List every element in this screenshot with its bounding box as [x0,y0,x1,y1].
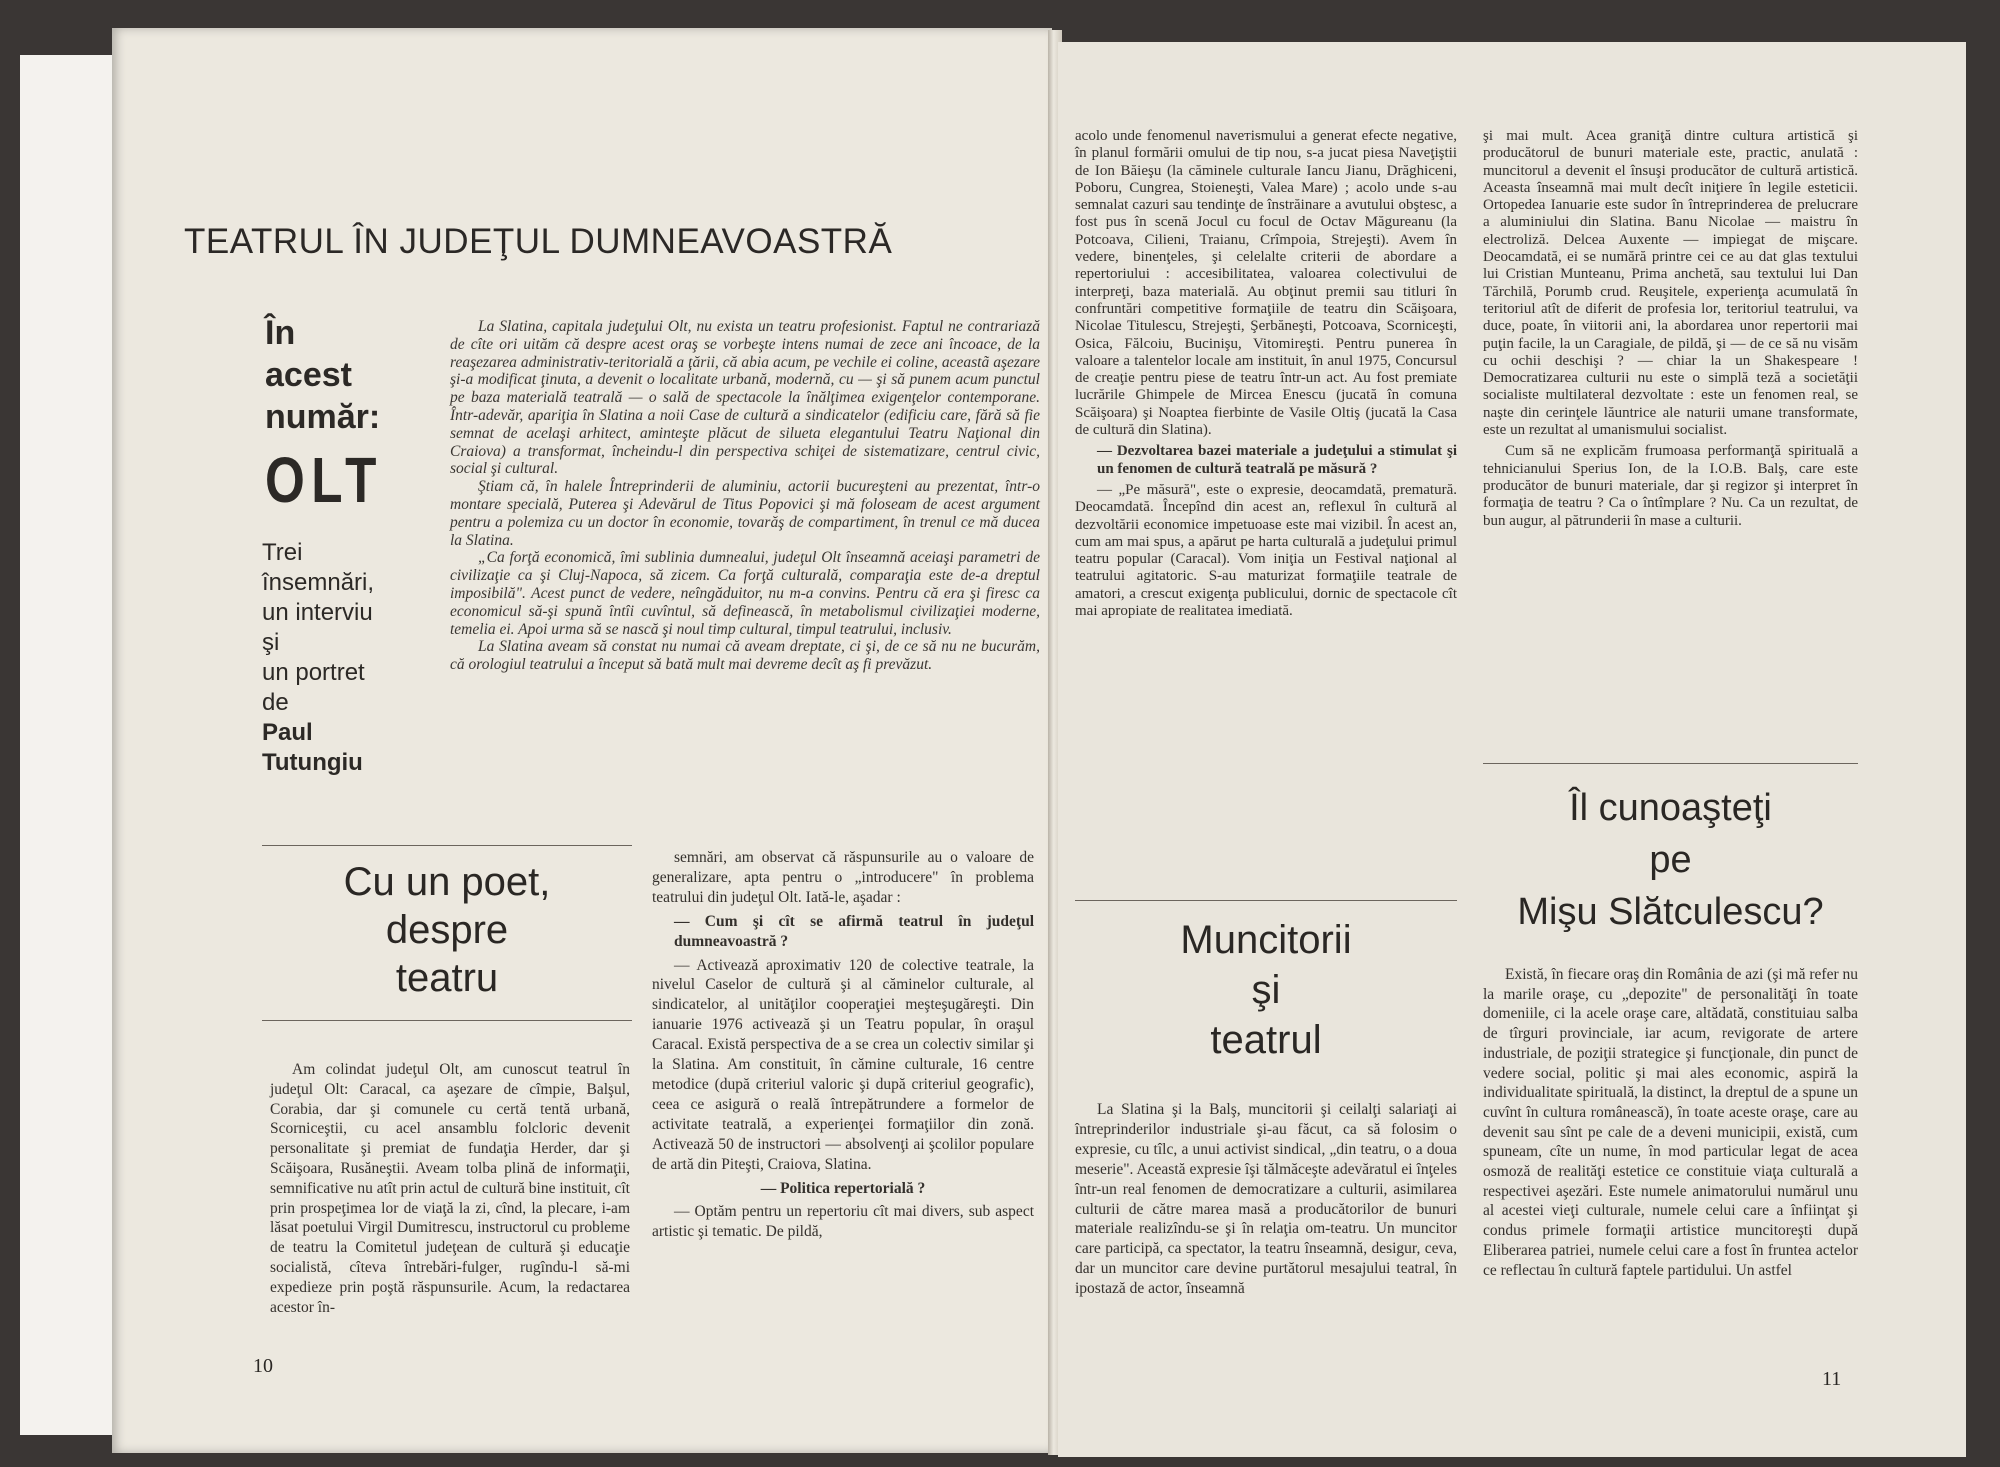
column-paragraph: La Slatina şi la Balş, muncitorii şi ceilalţi salariaţi ai întreprinderilor industriale şi-au făcut, ca să folosim o expresie, cu tîlc, a unui activist sindical, „din teatru, o a doua meserie". Această expresie îşi tălmăceşte adevăratul ei înţeles într-un real fenomen de democratizare a culturii, asimilarea culturii de către marea masă a producătorilor de bunuri materiale realizîndu-se şi în relaţia om-teatru. Un muncitor care participă, ca spectator, la teatru înseamnă, desigur, ceva, dar un muncitor care devine purtătorul mesajului teatral, în ipostază de actor, înseamnă [1075,1101,1457,1298]
page-title: TEATRUL ÎN JUDEŢUL DUMNEAVOASTRĂ [184,222,893,261]
divider [262,1020,632,1021]
contents-line4: şi [262,629,280,656]
county-name: OLT [265,444,383,516]
interview-question: — Cum şi cît se afirmă teatrul în judeţul dumneavoastră ? [674,912,1034,950]
issue-contents [262,538,432,778]
intro-paragraph: Ştiam că, în halele Întreprinderii de aluminiu, actorii bucureşteni au prezentat, într-o montare specială, Puterea şi Adevărul de Titus Popovici şi mă foloseam de acest argument pentru a polemiza cu un doctor în economie, tovarăş de compartiment, în trenul ce mă ducea la Slatina. [450,478,1040,549]
column-3b [1075,1100,1457,1303]
column-4 [1483,128,1858,534]
misu-title-line3: Mişu Slătculescu? [1517,891,1824,933]
misu-title-line2: pe [1649,839,1692,881]
misu-title-line1: Îl cunoaşteţi [1569,787,1772,829]
contents-line1: Trei [262,539,303,566]
author-last-name: Tutungiu [262,749,363,776]
interview-answer: — „Pe măsură", este o expresie, deocamdată, prematură. Deocamdată. Începînd din acest an, reflexul în cultură al dezvoltării economice impetuoase este mai vizibil. În acest an, cum am mai spus, a apărut pe harta culturală a judeţului primul teatru popular (Caracal). Vom iniţia un Festival naţional al teatrului agitatoric. S-au maturizat formaţiile teatrale de amatori, a crescut exigenţa publicului, dornic de spectacole cît mai apropiate de realitatea imediată. [1075,481,1457,620]
interview-answer: — Activează aproximativ 120 de colective teatrale, la nivelul Caselor de cultură şi al căminelor culturale, al sindicatelor, al unităţilor cooperaţiei meşteşugăreşti. Din ianuarie 1976 activează şi un Teatru popular, în oraşul Caracal. Există perspectiva de a se crea un colectiv similar şi la Slatina. Am constituit, în cămine culturale, 16 centre metodice (după criteriul valoric şi după criteriul geografic), ceea ce asigură o reală întrepătrundere a formelor de activitate teatrală, a experienţei formaţiilor din zonă. Activează 50 de instructori — absolvenţi ai şcolilor populare de artă din Piteşti, Craiova, Slatina. [652,956,1034,1173]
interview-answer: — Optăm pentru un repertoriu cît mai divers, sub aspect artistic şi tematic. De pildă, [652,1203,1034,1241]
issue-heading-line1: În [265,314,296,352]
intro-text [450,318,1040,674]
column-paragraph: şi mai mult. Acea graniţă dintre cultura artistică şi producătorul de bunuri materiale este, practic, anulată : muncitorul a devenit el însuşi producător de cultură artistică. Aceasta înseamnă mai mult decît iniţiere în legile esteticii. Ortopedea Ianuarie este sudor în întreprinderea de prelucrare a aluminiului din Slatina. Banu Nicolae — maistru în electroliză. Delcea Auxente — impiegat de mişcare. Deocamdată, ei se numără printre cei ce au dat glas textului lui Cristian Munteanu, Prima anchetă, sau textului lui Dan Tărchilă, Porumb crud. Reuşitele, experienţa acumulată în teritoriul atît de diferit de profesia lor, teritoriul teatrului, va duce, poate, în viitorii ani, la abordarea unor repertorii mai puţin facile, la un Caragiale, de pildă, şi — de ce să nu visăm cu ochii deschişi ? — chiar la un Shakespeare ! Democratizarea culturii nu este o simplă teză a societăţii socialiste multilateral dezvoltate : este un fenomen real, se naşte din cerinţele lăuntrice ale naturii umane transformate, este un rezultat al umanismului socialist. [1483,128,1858,439]
page-number-left: 10 [253,1355,273,1377]
issue-heading [265,312,425,522]
interview-question: — Politica repertorială ? [760,1179,926,1197]
column-4b [1483,965,1858,1284]
author-first-name: Paul [262,719,313,746]
page-number-right: 11 [1822,1368,1842,1390]
column-paragraph: Am colindat judeţul Olt, am cunoscut teatrul în judeţul Olt: Caracal, ca aşezare de cîmpie, Balşul, Corabia, dar şi comunele cu certă tentă urbană, Scorniceştii, cu acel ansamblu folcloric devenit personalitate şi premiat de fundaţia Herder, dar şi Scăişoara, Rusăneştii. Aveam tolba plină de informaţii, semnificative nu atît prin actul de cultură bine instituit, cît prin prospeţimea lor de viaţă la zi, cînd, la plecare, i-am lăsat poetului Virgil Dumitrescu, instructorul cu probleme de teatru la Comitetul judeţean de cultură şi educaţie socialistă, cîteva întrebări-fulger, rugîndu-l să-mi expedieze prin poştă răspunsurile. Acum, la redactarea acestor în- [270,1061,630,1316]
column-paragraph: Cum să ne explicăm frumoasa performanţă spirituală a tehnicianului Sperius Ion, de la I.O.B. Balş, care este producător de bunuri materiale, dar şi regizor şi interpret în formaţia de teatru ? Ca o întîmplare ? Nu. Ca un rezultat, de bun augur, al pătrunderii în mase a culturii. [1483,443,1858,529]
column-2 [652,848,1034,1246]
contents-line6: de [262,689,289,716]
intro-paragraph: „Ca forţă economică, îmi sublinia dumnealui, judeţul Olt înseamnă aceiaşi parametri de civilizaţie ca şi Cluj-Napoca, să zicem. Ca forţă culturală, comparaţia este de-a dreptul imposibilă". Acest punct de vedere, neîngăduitor, nu m-a convins. Pentru că era şi firesc ca economicul să-şi spună întîi cuvîntul, să definească, în metabolismul civilizaţiei moderne, temelia ei. Apoi urma să se nască şi noul timp cultural, timpul teatrului, inclusiv. [450,549,1040,638]
interview-question: — Dezvoltarea bazei materiale a judeţului a stimulat şi un fenomen de cultură teatrală pe măsură ? [1097,443,1457,477]
muncitorii-title-line2: şi [1251,968,1281,1012]
poet-title-line1: Cu un poet, [343,860,551,904]
column-1 [270,1060,630,1321]
misu-section-title [1483,782,1858,938]
poet-title-line3: teatru [395,956,499,1000]
intro-paragraph: La Slatina, capitala judeţului Olt, nu exista un teatru profesionist. Faptul ne contrariază de cîte ori uităm că despre acest oraş se vorbeşte intens numai de zece ani încoace, de la reaşezarea administrativ-teritorială a ţării, că abia acum, pe vechile ei coline, aceastã aşezare şi-a modificat ţinuta, a devenit o localitate urbană, modernă, cu — şi să punem acum punctul pe baza materială teatrală — o sală de spectacole la înălţimea exigenţelor contemporane. Într-adevăr, apariţia în Slatina a noii Case de cultură a sindicatelor (edificiu care, fără să fie semnat de acelaşi arhitect, aminteşte plăcut de silueta elegantului Teatru Naţional din Craiova) a transformat, încheindu-l din perspectiva schiţei de sistematizare, centrul civic, social şi cultural. [450,318,1040,478]
issue-heading-line3: număr: [265,398,381,436]
muncitorii-title-line1: Muncitorii [1180,918,1352,962]
column-paragraph: semnări, am observat că răspunsurile au o valoare de generalizare, apta pentru o „introducere" în problema teatrului din judeţul Olt. Iată-le, aşadar : [652,849,1034,906]
contents-line3: un interviu [262,599,373,626]
issue-heading-line2: acest [265,356,352,394]
poet-title-line2: despre [385,908,509,952]
poet-section-title [262,858,632,1002]
divider [262,845,632,846]
column-paragraph: Există, în fiecare oraş din România de azi (şi mă refer nu la marile oraşe, cu „depozite" de personalităţi în toate domeniile, ci la acele oraşe care, altădată, constituiau salba de tîrguri provinciale, iar acum, revigorate de artere industriale, de poziţii strategice şi funcţionale, din punct de vedere social, politic şi mai ales economic, aspiră la individualitate spirituală, la distinct, la dreptul de a spune un cuvînt în cultura românească), în toate aceste oraşe, care au devenit sau sînt pe cale de a deveni municipii, există, cum spuneam, cîte un nume, în mod particular legat de acea osmoză de realităţi estetice ce constituie viaţa culturală a respectivei aşezări. Este numele animatorului numărul unu al acestei vieţi culturale, numele celui care a înfiinţat şi condus primele formaţii artistice muncitoreşti după Eliberarea patriei, numele celui care a fost în fruntea actelor ce reflectau în cultură faptele partidului. Un astfel [1483,966,1858,1279]
contents-line5: un portret [262,659,365,686]
divider [1483,763,1858,764]
divider [1075,900,1457,901]
muncitorii-section-title [1075,915,1457,1065]
muncitorii-title-line3: teatrul [1210,1018,1322,1062]
interview-answer: acolo unde fenomenul naveтismului a generat efecte negative, în planul formării omului de tip nou, s-a jucat piesa Naveţiştii de Ion Băieşu (la căminele culturale Iancu Jianu, Drăghiceni, Poboru, Cungrea, Stoieneşti, Valea Mare) ; acolo unde s-au semnalat cazuri sau tendinţe de înstrăinare a avutului obştesc, a fost pus în scenă Jocul cu focul de Octav Măgureanu (la Potcoava, Cilieni, Traianu, Crîmpoia, Strejeşti). Avem în vedere, binenţeles, şi celelalte criterii de abordare a repertoriului : accesibilitatea, valoarea colectivului de interpreţi, baza materială. Au obţinut premii sau titluri în confruntări competitive formaţiile de teatru din Scăişoara, Nicolae Titulescu, Strejeşti, Şerbăneşti, Potcoava, Scorniceşti, Osica, Fălcoiu, Bucinişu, Vitomireşti. Pentru punerea în valoare a talentelor locale am instituit, în anul 1975, Concursul de creaţie pentru piese de teatru într-un act. Au fost premiate lucrările Ghimpele de Mircea Enescu (jucată în comuna Scăişoara) şi Noaptea fierbinte de Vasile Oltiş (jucată la Casa de cultură din Slatina). [1075,128,1457,439]
column-3 [1075,128,1457,624]
contents-line2: însemnări, [262,569,375,596]
intro-paragraph: La Slatina aveam să constat nu numai că aveam dreptate, ci şi, de ce să nu ne bucurăm, că orologiul teatrului a început să bată mult mai devreme decît aş fi prevăzut. [450,638,1040,674]
